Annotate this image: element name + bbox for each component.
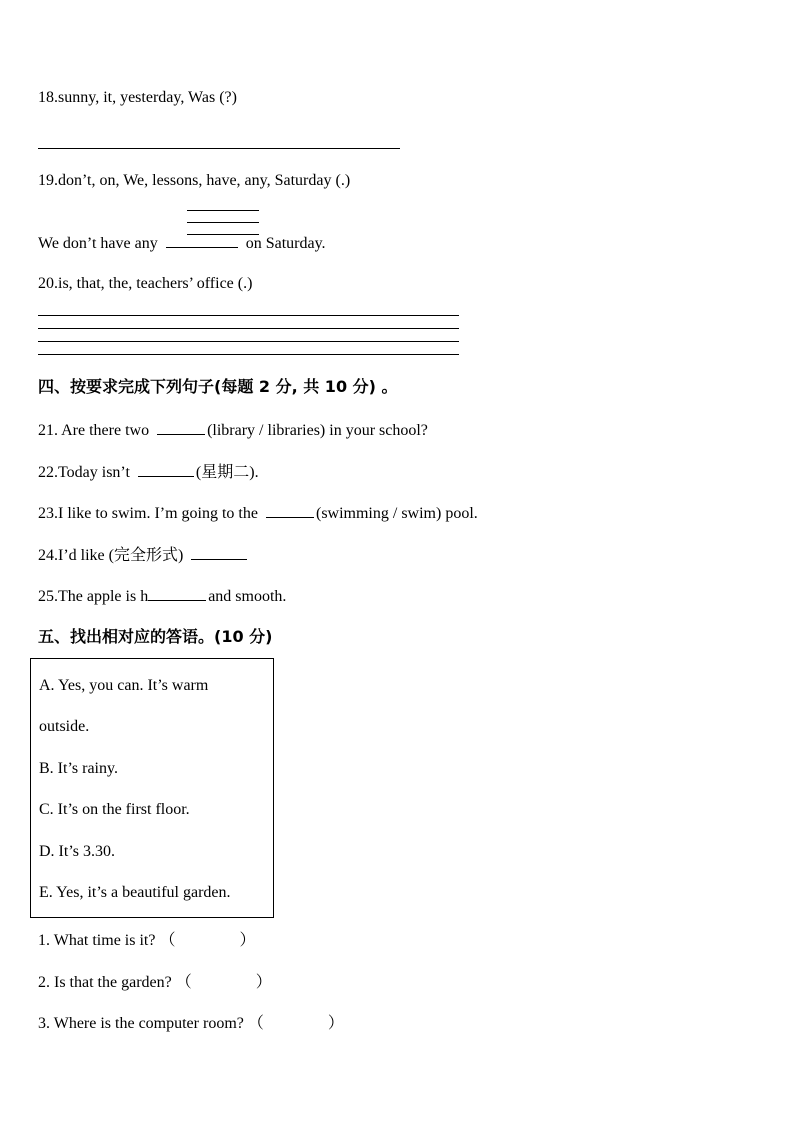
answer-line-18[interactable] xyxy=(38,148,400,149)
answer-sentence-19 xyxy=(38,233,326,254)
paren-close: ） xyxy=(255,974,272,991)
question-21-hint: (library / libraries) in your school? xyxy=(207,422,428,439)
option-a-continued: outside. xyxy=(39,718,90,735)
question-23-text: 23.I like to swim. I’m going to the xyxy=(38,505,258,522)
answer-rule-19-b[interactable] xyxy=(187,222,259,223)
match-question-1 xyxy=(38,931,256,951)
blank-24[interactable] xyxy=(191,545,247,560)
blank-21[interactable] xyxy=(157,420,205,435)
blank-25[interactable] xyxy=(148,586,206,601)
match-question-1-text: 1. What time is it? xyxy=(38,932,156,949)
option-a: A. Yes, you can. It’s warm xyxy=(39,677,209,694)
question-25-text: 25.The apple is h xyxy=(38,588,149,605)
section-5-heading: 五、找出相对应的答语。(10 分) xyxy=(38,627,273,646)
question-22-hint: (星期二). xyxy=(195,464,259,481)
section-4-heading: 四、按要求完成下列句子(每题 2 分, 共 10 分) 。 xyxy=(38,377,398,396)
paren-open: （ xyxy=(159,932,176,949)
match-question-2 xyxy=(38,973,272,993)
match-question-3-text: 3. Where is the computer room? xyxy=(38,1015,244,1032)
question-20: 20.is, that, the, teachers’ office (.) xyxy=(38,275,253,292)
question-23 xyxy=(38,503,478,524)
question-25 xyxy=(38,586,286,607)
question-23-hint: (swimming / swim) pool. xyxy=(315,505,478,522)
match-question-3 xyxy=(38,1014,344,1034)
option-d: D. It’s 3.30. xyxy=(39,843,115,860)
blank-22[interactable] xyxy=(138,462,194,477)
match-question-2-text: 2. Is that the garden? xyxy=(38,974,172,991)
option-b: B. It’s rainy. xyxy=(39,760,118,777)
question-25-hint: and smooth. xyxy=(208,588,287,605)
answer-line-20-c[interactable] xyxy=(38,341,459,342)
paren-open: （ xyxy=(247,1015,264,1032)
answer-blank-19[interactable] xyxy=(166,233,238,248)
paren-open: （ xyxy=(175,974,192,991)
option-c: C. It’s on the first floor. xyxy=(39,801,190,818)
blank-23[interactable] xyxy=(266,503,314,518)
question-18: 18.sunny, it, yesterday, Was (?) xyxy=(38,89,237,106)
question-21 xyxy=(38,420,428,441)
answer-prefix-19: We don’t have any xyxy=(38,235,158,252)
question-22 xyxy=(38,462,259,483)
question-24 xyxy=(38,545,247,566)
answer-options-box xyxy=(30,658,274,918)
question-22-text: 22.Today isn’t xyxy=(38,464,130,481)
paren-close: ） xyxy=(327,1015,344,1032)
answer-line-20-b[interactable] xyxy=(38,328,459,329)
answer-line-20-d[interactable] xyxy=(38,354,459,355)
answer-suffix-19: on Saturday. xyxy=(245,235,326,252)
question-19: 19.don’t, on, We, lessons, have, any, Saturday (.) xyxy=(38,172,351,189)
question-24-text: 24.I’d like (完全形式) xyxy=(38,547,184,564)
question-21-text: 21. Are there two xyxy=(38,422,150,439)
answer-rule-19-a[interactable] xyxy=(187,210,259,211)
option-e: E. Yes, it’s a beautiful garden. xyxy=(39,884,231,901)
answer-line-20-a[interactable] xyxy=(38,315,459,316)
paren-close: ） xyxy=(239,932,256,949)
